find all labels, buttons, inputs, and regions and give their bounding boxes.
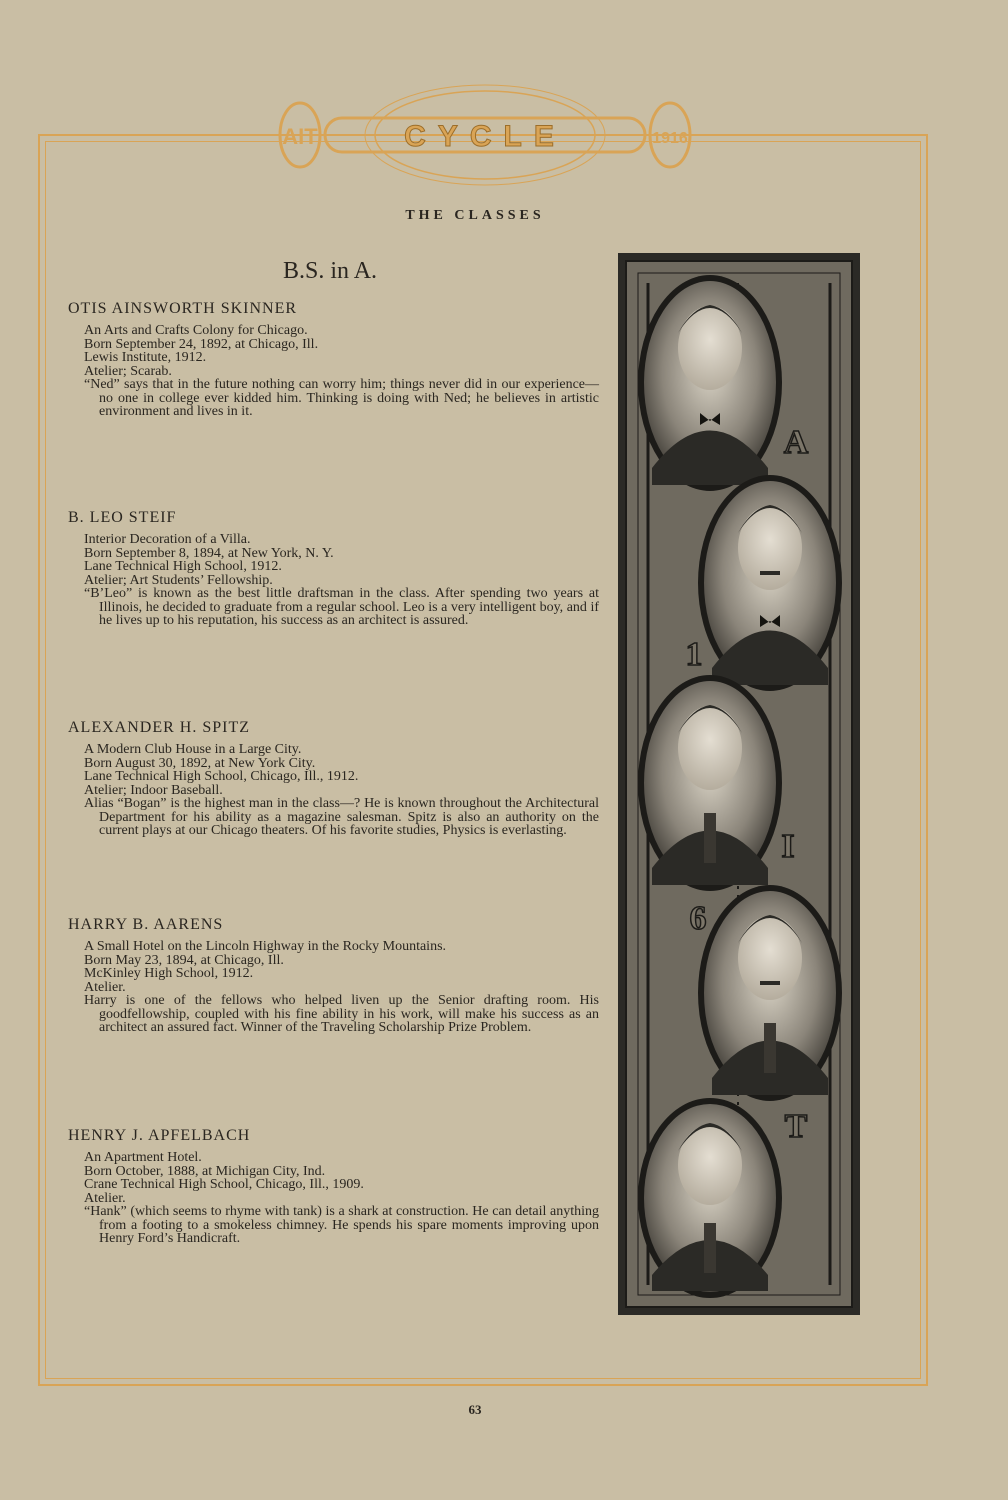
thesis-title: Interior Decoration of a Villa. bbox=[84, 532, 251, 547]
strip-letter-t: T bbox=[784, 1108, 808, 1145]
school-info: Lane Technical High School, 1912. bbox=[84, 559, 282, 574]
strip-letter-i: I bbox=[781, 828, 795, 865]
thesis-title: A Modern Club House in a Large City. bbox=[84, 742, 302, 757]
activities: Atelier. bbox=[84, 1190, 126, 1206]
degree-title: B.S. in A. bbox=[283, 258, 378, 284]
portrait-skinner bbox=[638, 275, 782, 491]
student-entry bbox=[68, 509, 599, 628]
birth-info: Born September 8, 1894, at New York, N. Y. bbox=[84, 545, 334, 561]
birth-info: Born May 23, 1894, at Chicago, Ill. bbox=[84, 952, 284, 968]
student-description: “B’Leo” is known as the best little draftsman in the class. After spending two years at Illinois, he decided to graduate from a regular school. Leo is a very intelligent boy, and if he lives up to his reputation, his success as an architect is assured. bbox=[84, 586, 599, 628]
school-info: Lane Technical High School, Chicago, Ill., 1912. bbox=[84, 769, 359, 784]
section-header: THE CLASSES bbox=[405, 208, 545, 223]
school-info: McKinley High School, 1912. bbox=[84, 966, 254, 981]
thesis-title: An Apartment Hotel. bbox=[84, 1150, 202, 1165]
portrait-aarens bbox=[698, 885, 842, 1101]
yearbook-header-logo bbox=[255, 80, 715, 190]
portrait-strip bbox=[618, 253, 860, 1315]
student-entry bbox=[68, 916, 599, 1035]
student-name: HENRY J. APFELBACH bbox=[68, 1127, 251, 1144]
student-name: B. LEO STEIF bbox=[68, 509, 177, 526]
birth-info: Born September 24, 1892, at Chicago, Ill. bbox=[84, 336, 319, 352]
activities: Atelier; Art Students’ Fellowship. bbox=[84, 572, 273, 588]
logo-left-text: AIT bbox=[282, 124, 318, 149]
portrait-steif bbox=[698, 475, 842, 691]
logo-title-text: CYCLE bbox=[404, 120, 566, 153]
student-name: HARRY B. AARENS bbox=[68, 916, 224, 933]
student-description: “Hank” (which seems to rhyme with tank) is a shark at construction. He can detail anything from a footing to a smokeless chimney. He spends his spare moments improving upon Henry Ford’s Handicraft. bbox=[84, 1204, 599, 1246]
page-number: 63 bbox=[468, 1402, 482, 1417]
school-info: Lewis Institute, 1912. bbox=[84, 350, 207, 365]
student-name: ALEXANDER H. SPITZ bbox=[68, 719, 250, 736]
activities: Atelier. bbox=[84, 979, 126, 995]
student-entry bbox=[68, 1127, 599, 1246]
student-description: Alias “Bogan” is the highest man in the class—? He is known throughout the Architectural Department for his ability as a magazine salesman. Spitz is also an authority on the current plays at our Chicago theaters. Of his favorite studies, Physics is everlasting. bbox=[84, 796, 599, 838]
strip-letter-a: A bbox=[783, 424, 809, 461]
student-entry bbox=[68, 300, 599, 419]
student-description: “Ned” says that in the future nothing can worry him; things never did in our experience—no one in college ever kidded him. Thinking is doing with Ned; he believes in artistic environment and lives in it. bbox=[84, 377, 599, 419]
strip-letter-6: 6 bbox=[689, 900, 707, 937]
activities: Atelier; Scarab. bbox=[84, 363, 172, 379]
student-entry bbox=[68, 719, 599, 838]
strip-letter-1: 1 bbox=[685, 636, 703, 673]
portrait-apfelbach bbox=[638, 1098, 782, 1298]
student-name: OTIS AINSWORTH SKINNER bbox=[68, 300, 298, 317]
birth-info: Born October, 1888, at Michigan City, Ind. bbox=[84, 1163, 326, 1179]
birth-info: Born August 30, 1892, at New York City. bbox=[84, 755, 316, 771]
thesis-title: A Small Hotel on the Lincoln Highway in the Rocky Mountains. bbox=[84, 939, 447, 954]
activities: Atelier; Indoor Baseball. bbox=[84, 782, 223, 798]
school-info: Crane Technical High School, Chicago, Ill., 1909. bbox=[84, 1177, 364, 1192]
student-description: Harry is one of the fellows who helped liven up the Senior drafting room. His goodfellowship, coupled with his fine ability in his work, will make his success as an architect an assured fact. Winner of the Traveling Scholarship Prize Problem. bbox=[84, 993, 599, 1035]
thesis-title: An Arts and Crafts Colony for Chicago. bbox=[84, 323, 308, 338]
logo-right-text: 1916 bbox=[652, 130, 688, 147]
portrait-spitz bbox=[638, 675, 782, 891]
